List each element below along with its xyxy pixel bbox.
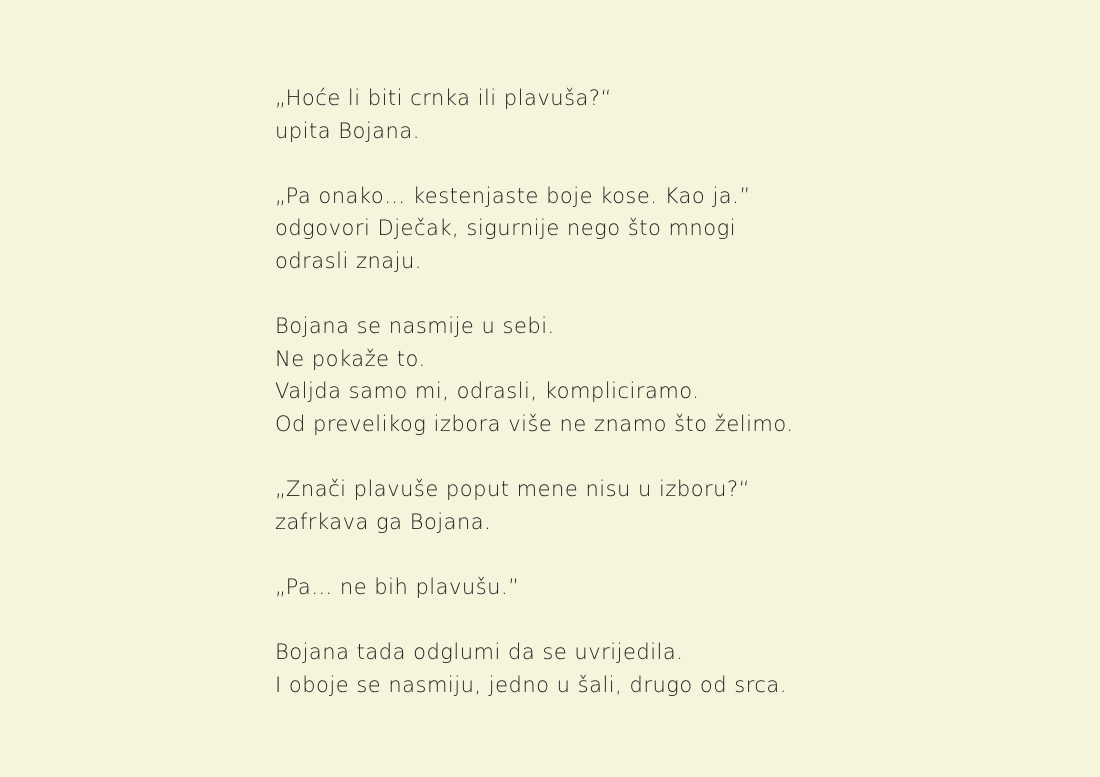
text-line: „Hoće li biti crnka ili plavuša?“ [275, 86, 612, 110]
text-line: zafrkava ga Bojana. [275, 509, 492, 534]
text-line: odrasli znaju. [275, 248, 422, 273]
text-line: upita Bojana. [275, 118, 420, 143]
text-line: „Pa onako… kestenjaste boje kose. Kao ja.” [275, 183, 751, 208]
text-line: Ne pokaže to. [275, 346, 426, 371]
text-line: Bojana se nasmije u sebi. [275, 314, 555, 339]
paragraph [275, 636, 1055, 701]
text-line: „Pa… ne bih plavušu.” [275, 574, 520, 599]
paragraph [275, 571, 1055, 604]
paragraph [275, 310, 1055, 440]
text-line: I oboje se nasmiju, jedno u šali, drugo od srca. [275, 672, 787, 697]
text-line: „Znači plavuše poput mene nisu u izboru?“ [275, 477, 751, 502]
text-line: Bojana tada odglumi da se uvrijedila. [275, 640, 684, 665]
story-text [275, 82, 1055, 734]
text-line: Od prevelikog izbora više ne znamo što želimo. [275, 411, 794, 436]
text-line: odgovori Dječak, sigurnije nego što mnogi [275, 216, 737, 241]
text-line: Valjda samo mi, odrasli, kompliciramo. [275, 379, 700, 404]
paragraph [275, 180, 1055, 278]
paragraph [275, 82, 1055, 147]
paragraph [275, 473, 1055, 538]
